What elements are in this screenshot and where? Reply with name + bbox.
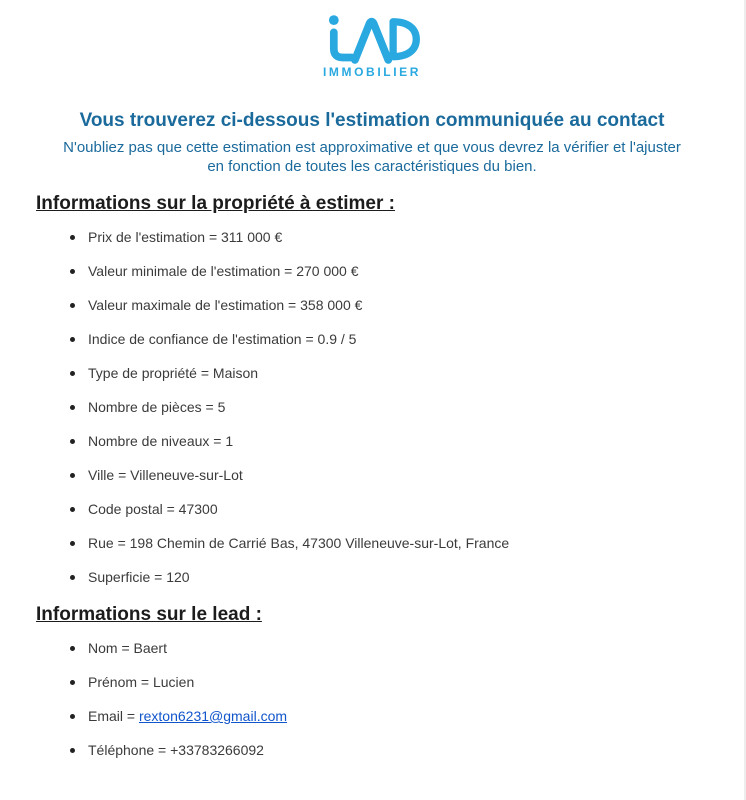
list-item-text: Nom = Baert (88, 640, 167, 656)
list-item-text: Téléphone = +33783266092 (88, 742, 264, 758)
list-item (36, 466, 744, 485)
list-item-text: Nombre de niveaux = 1 (88, 433, 234, 449)
page-subtitle (0, 138, 744, 176)
list-item (36, 500, 744, 519)
info-section (36, 603, 744, 760)
list-item (36, 707, 744, 726)
list-item-text: Email = (88, 708, 139, 724)
intro-block (0, 109, 744, 176)
email-link[interactable]: rexton6231@gmail.com (138, 708, 288, 724)
list-item-text: Nombre de pièces = 5 (88, 399, 226, 415)
section-title: Informations sur la propriété à estimer : (36, 193, 395, 214)
list-item-text: Indice de confiance de l'estimation = 0.9 / 5 (88, 331, 357, 347)
list-item (36, 262, 744, 281)
list-item (36, 330, 744, 349)
list-item-text: Valeur maximale de l'estimation = 358 000 € (88, 297, 363, 313)
list-item-text: Ville = Villeneuve-sur-Lot (88, 467, 243, 483)
list-item (36, 741, 744, 760)
iad-logo-icon (324, 12, 420, 64)
info-section (36, 192, 744, 587)
list-item (36, 432, 744, 451)
sections (0, 192, 744, 760)
list-item-text: Code postal = 47300 (88, 501, 218, 517)
section-list (36, 639, 744, 760)
page-title: Vous trouverez ci-dessous l'estimation communiquée au contact (79, 110, 665, 131)
section-list (36, 228, 744, 587)
list-item (36, 639, 744, 658)
logo-subtext: IMMOBILIER (323, 65, 421, 79)
page-subtitle-line2: en fonction de toutes les caractéristiques du bien. (207, 158, 537, 175)
list-item-text: Rue = 198 Chemin de Carrié Bas, 47300 Villeneuve-sur-Lot, France (88, 535, 510, 551)
list-item-text: Prix de l'estimation = 311 000 € (88, 229, 283, 245)
list-item-text: Prénom = Lucien (88, 674, 195, 690)
list-item-text: Superficie = 120 (88, 569, 190, 585)
section-title: Informations sur le lead : (36, 604, 262, 625)
list-item (36, 228, 744, 247)
list-item (36, 568, 744, 587)
page-subtitle-line1: N'oubliez pas que cette estimation est approximative et que vous devrez la vérifier et l'ajuster (63, 139, 681, 156)
list-item-text: Type de propriété = Maison (88, 365, 259, 381)
list-item (36, 296, 744, 315)
list-item (36, 534, 744, 553)
list-item-text: Valeur minimale de l'estimation = 270 000 € (88, 263, 359, 279)
list-item (36, 673, 744, 692)
iad-logo (0, 12, 744, 79)
list-item (36, 364, 744, 383)
list-item (36, 398, 744, 417)
